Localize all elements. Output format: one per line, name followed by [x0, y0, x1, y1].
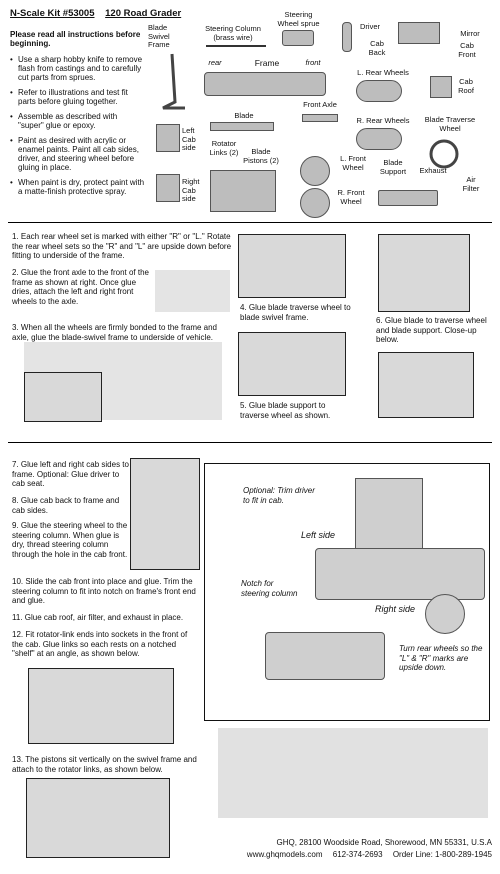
left-side-grader-part — [315, 548, 485, 600]
intro-text: Please read all instructions before beginning. — [10, 30, 141, 48]
footer-address: GHQ, 28100 Woodside Road, Shorewood, MN 55331, U.S.A — [276, 838, 492, 847]
label-cab-roof: Cab Roof — [458, 77, 474, 95]
blade-swivel-frame-part — [155, 52, 190, 112]
footer-order-line: Order Line: 1-800-289-1945 — [392, 850, 492, 859]
label-cab-front: Cab Front — [458, 41, 476, 59]
left-cab-side-part — [156, 124, 180, 152]
l-rear-wheels-part — [356, 80, 402, 102]
label-left-cab-side: Left Cab side — [182, 126, 196, 152]
kit-title: 120 Road Grader — [105, 8, 182, 19]
diagram-left-side: Left side — [301, 530, 336, 540]
kit-number: N-Scale Kit #53005 — [10, 8, 95, 19]
diagram-turn-wheels-note: Turn rear wheels so the "L" & "R" marks are upside down. — [399, 644, 483, 672]
label-r-front-wheel: R. Front Wheel — [337, 188, 365, 206]
label-mirror: Mirror — [460, 29, 480, 38]
bullet-item: • Refer to illustrations and test fit parts before gluing together. — [10, 88, 145, 106]
driver-part — [342, 22, 352, 52]
right-cab-side-part — [156, 174, 180, 202]
label-blade: Blade — [234, 111, 254, 120]
step-6-caption: 6. Glue blade to traverse wheel and blade support. Close-up below. — [376, 316, 487, 344]
step-8-text: 8. Glue cab back to frame and cab sides. — [12, 496, 120, 515]
label-blade-swivel-frame: Blade Swivel Frame — [148, 23, 170, 49]
diagram-right-side: Right side — [375, 604, 416, 614]
label-blade-pistons: Blade Pistons (2) — [243, 147, 279, 165]
bullet-item: • Paint as desired with acrylic or enamel paints. Paint all cab sides, driver, and steering wheel before gluing in place. — [10, 136, 145, 172]
section-divider-1 — [8, 222, 492, 223]
step-5-photo — [238, 332, 346, 396]
diagram-notch-note: Notch for steering column — [241, 579, 298, 598]
blade-swivel-closeup-photo — [24, 372, 102, 422]
footer-contact — [226, 850, 492, 859]
label-driver: Driver — [360, 22, 380, 31]
bullet-item: • When paint is dry, protect paint with a matte-finish protective spray. — [10, 178, 145, 196]
diagram-optional-note: Optional: Trim driver to fit in cab. — [243, 486, 315, 505]
step-3-text: 3. When all the wheels are firmly bonded to the frame and axle, glue the blade-swivel frame to underside of vehicle. — [12, 323, 217, 342]
r-front-wheel-part — [300, 188, 330, 218]
step-7-text: 7. Glue left and right cab sides to frame. Optional: Glue driver to cab seat. — [12, 460, 129, 488]
steering-column-wire — [206, 45, 266, 47]
step-9-text: 9. Glue the steering wheel to the steering column. When glue is dry, thread steering column through the hole in the cab front. — [12, 521, 128, 559]
step-9-photo — [130, 458, 200, 570]
step-13-text: 13. The pistons sit vertically on the swivel frame and attach to the rotator links, as shown below. — [12, 755, 197, 774]
label-exhaust: Exhaust — [419, 166, 447, 175]
right-side-blade-parts — [265, 632, 385, 680]
step-10-text: 10. Slide the cab front into place and glue. Trim the steering column to fit into notch on frame's front end and glue. — [12, 577, 196, 605]
label-blade-traverse-wheel: Blade Traverse Wheel — [424, 115, 476, 133]
rear-wheel-part — [425, 594, 465, 634]
label-rear: rear — [208, 58, 222, 67]
bullet-item: • Assemble as described with "super" glue or epoxy. — [10, 112, 145, 130]
front-axle-part — [302, 114, 338, 122]
step-12-text: 12. Fit rotator-link ends into sockets in the front of the cab. Glue links so each rests on a notched "shelf" at an angle, as shown below. — [12, 630, 188, 658]
label-right-cab-side: Right Cab side — [182, 177, 200, 203]
front-axle-photo — [155, 270, 230, 312]
step-5-caption: 5. Glue blade support to traverse wheel as shown. — [240, 401, 331, 420]
blade-part — [210, 122, 274, 131]
page-header — [10, 8, 181, 19]
cab-roof-part — [430, 76, 452, 98]
steering-wheel-sprue-part — [282, 30, 314, 46]
label-steering-column: Steering Column (brass wire) — [205, 24, 261, 42]
label-blade-support: Blade Support — [379, 158, 407, 176]
label-air-filter: Air Filter — [462, 175, 480, 193]
footer-website-link[interactable]: www.ghqmodels.com — [246, 850, 323, 859]
step-6-photo — [378, 234, 470, 312]
l-front-wheel-part — [300, 156, 330, 186]
section-divider-2 — [8, 442, 492, 443]
label-cab-back: Cab Back — [368, 39, 386, 57]
label-front-axle: Front Axle — [303, 100, 337, 109]
instruction-bullets — [10, 55, 145, 202]
assembly-diagram-box — [204, 463, 490, 721]
step-4-caption: 4. Glue blade traverse wheel to blade swivel frame. — [240, 303, 351, 322]
footer-phone: 612-374-2693 — [332, 850, 383, 859]
rotator-links-and-pistons-part — [210, 170, 276, 212]
step-13-photo — [26, 778, 170, 858]
step-2-text: 2. Glue the front axle to the front of the frame as shown at right. Once glue dries, attach the left and right front wheels to the axle. — [12, 268, 149, 306]
step-11-text: 11. Glue cab roof, air filter, and exhaust in place. — [12, 613, 184, 622]
label-steering-wheel-sprue: Steering Wheel sprue — [277, 10, 320, 28]
finished-grader-photo — [218, 728, 488, 818]
label-r-rear-wheels: R. Rear Wheels — [356, 116, 410, 125]
label-rotator-links: Rotator Links (2) — [209, 139, 239, 157]
step-4-photo — [238, 234, 346, 298]
cab-front-part — [398, 22, 440, 44]
label-l-front-wheel: L. Front Wheel — [340, 154, 366, 172]
r-rear-wheels-part — [356, 128, 402, 150]
frame-part — [204, 72, 326, 96]
label-l-rear-wheels: L. Rear Wheels — [357, 68, 409, 77]
step-1-text: 1. Each rear wheel set is marked with either "R" or "L." Rotate the rear wheel sets so the "R" and "L" are upside down before fitting to underside of the frame. — [12, 232, 232, 260]
step-6-closeup-photo — [378, 352, 474, 418]
bullet-item: • Use a sharp hobby knife to remove flash from castings and to carefully cut parts from sprues. — [10, 55, 145, 82]
blade-support-part — [378, 190, 438, 206]
step-12-photo — [28, 668, 174, 744]
label-front: front — [305, 58, 321, 67]
label-frame: Frame — [254, 58, 280, 68]
